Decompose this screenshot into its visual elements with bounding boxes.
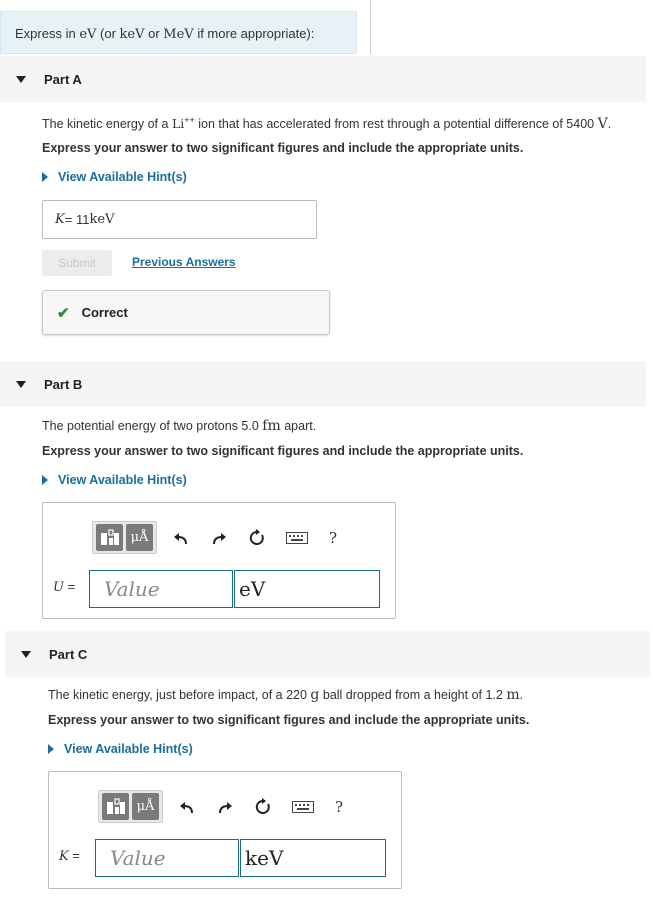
variable-label xyxy=(53,579,75,595)
instruction-text: if more appropriate): xyxy=(193,26,315,41)
templates-icon[interactable] xyxy=(96,524,123,551)
question-text: The kinetic energy, just before impact, of a 220 xyxy=(48,688,311,702)
unit-v: V xyxy=(597,116,608,133)
unit-input[interactable]: eV xyxy=(234,570,380,608)
question-text: ion that has accelerated from rest through a potential difference of 5400 xyxy=(194,117,598,132)
unit-mev: MeV xyxy=(163,27,194,42)
question-text: The kinetic energy of a xyxy=(42,117,172,132)
ion-charge: ++ xyxy=(184,115,195,125)
question-text: apart. xyxy=(280,419,317,433)
part-a-hint-link[interactable] xyxy=(42,170,187,184)
part-c-instruction: Express your answer to two significant figures and include the appropriate units. xyxy=(48,713,530,727)
unit-m: m xyxy=(506,687,520,703)
part-b-question xyxy=(42,418,316,434)
variable-label xyxy=(59,848,80,864)
collapse-caret-icon[interactable] xyxy=(16,381,26,388)
part-b-hint-link[interactable] xyxy=(42,473,187,487)
units-symbols-icon[interactable]: μÅ xyxy=(126,524,153,551)
correct-label: Correct xyxy=(81,305,128,320)
variable-symbol: U xyxy=(53,580,64,595)
correct-feedback xyxy=(42,290,330,335)
math-toolbar xyxy=(92,521,345,554)
keyboard-icon[interactable] xyxy=(291,795,315,819)
part-title: Part C xyxy=(49,646,88,662)
hint-label: View Available Hint(s) xyxy=(58,170,187,184)
part-b-header[interactable] xyxy=(0,361,646,407)
divider xyxy=(370,0,371,54)
part-a-answer-box xyxy=(42,200,317,239)
expand-caret-icon xyxy=(42,172,48,182)
instruction-text: Express in xyxy=(15,26,80,41)
unit-g: g xyxy=(310,687,320,703)
part-c-header[interactable] xyxy=(5,631,650,677)
undo-icon[interactable] xyxy=(169,526,193,550)
units-symbols-icon[interactable]: μÅ xyxy=(132,793,159,820)
unit-fm: fm xyxy=(262,418,281,434)
part-a-header[interactable] xyxy=(0,56,646,102)
unit-ev: eV xyxy=(79,27,97,42)
answer-equals: = xyxy=(64,212,73,227)
question-text: . xyxy=(607,117,612,132)
instruction-text: (or xyxy=(96,26,120,41)
answer-variable: K xyxy=(55,212,65,227)
variable-symbol: K xyxy=(59,849,69,864)
part-b-answer-editor xyxy=(42,502,396,619)
unit-input[interactable]: keV xyxy=(240,839,386,877)
hint-label: View Available Hint(s) xyxy=(64,742,193,756)
question-text: . xyxy=(519,688,524,702)
help-icon[interactable]: ? xyxy=(334,797,344,816)
keyboard-icon[interactable] xyxy=(285,526,309,550)
redo-icon[interactable] xyxy=(213,795,237,819)
answer-value: 11 xyxy=(75,212,90,227)
template-button-group xyxy=(92,521,157,554)
templates-icon[interactable] xyxy=(102,793,129,820)
part-c-hint-link[interactable] xyxy=(48,742,193,756)
part-a-question xyxy=(42,115,611,132)
expand-caret-icon xyxy=(42,475,48,485)
hint-label: View Available Hint(s) xyxy=(58,473,187,487)
part-a-instruction: Express your answer to two significant figures and include the appropriate units. xyxy=(42,141,524,155)
equals-sign: = xyxy=(63,579,76,594)
part-c-question xyxy=(48,687,523,703)
math-toolbar xyxy=(98,790,351,823)
collapse-caret-icon[interactable] xyxy=(16,76,26,83)
template-button-group xyxy=(98,790,163,823)
expand-caret-icon xyxy=(48,744,54,754)
undo-icon[interactable] xyxy=(175,795,199,819)
value-input[interactable]: Value xyxy=(89,570,233,608)
submit-button[interactable]: Submit xyxy=(42,250,112,276)
question-text: ball dropped from a height of 1.2 xyxy=(319,688,507,702)
checkmark-icon: ✔ xyxy=(57,304,70,322)
ion-symbol: Li xyxy=(171,116,185,132)
instruction-text: or xyxy=(144,26,164,41)
redo-icon[interactable] xyxy=(207,526,231,550)
question-text: The potential energy of two protons 5.0 xyxy=(42,419,263,433)
part-title: Part A xyxy=(44,71,82,87)
part-b-instruction: Express your answer to two significant figures and include the appropriate units. xyxy=(42,444,524,458)
instruction-box xyxy=(0,11,357,54)
reset-icon[interactable] xyxy=(245,526,269,550)
unit-kev: keV xyxy=(119,27,145,42)
part-title: Part B xyxy=(44,376,83,392)
part-c-answer-editor xyxy=(48,771,402,889)
help-icon[interactable]: ? xyxy=(328,528,338,547)
collapse-caret-icon[interactable] xyxy=(21,651,31,658)
answer-unit: keV xyxy=(89,212,115,227)
previous-answers-link[interactable]: Previous Answers xyxy=(132,255,236,269)
value-input[interactable]: Value xyxy=(95,839,239,877)
equals-sign: = xyxy=(68,848,80,863)
reset-icon[interactable] xyxy=(251,795,275,819)
